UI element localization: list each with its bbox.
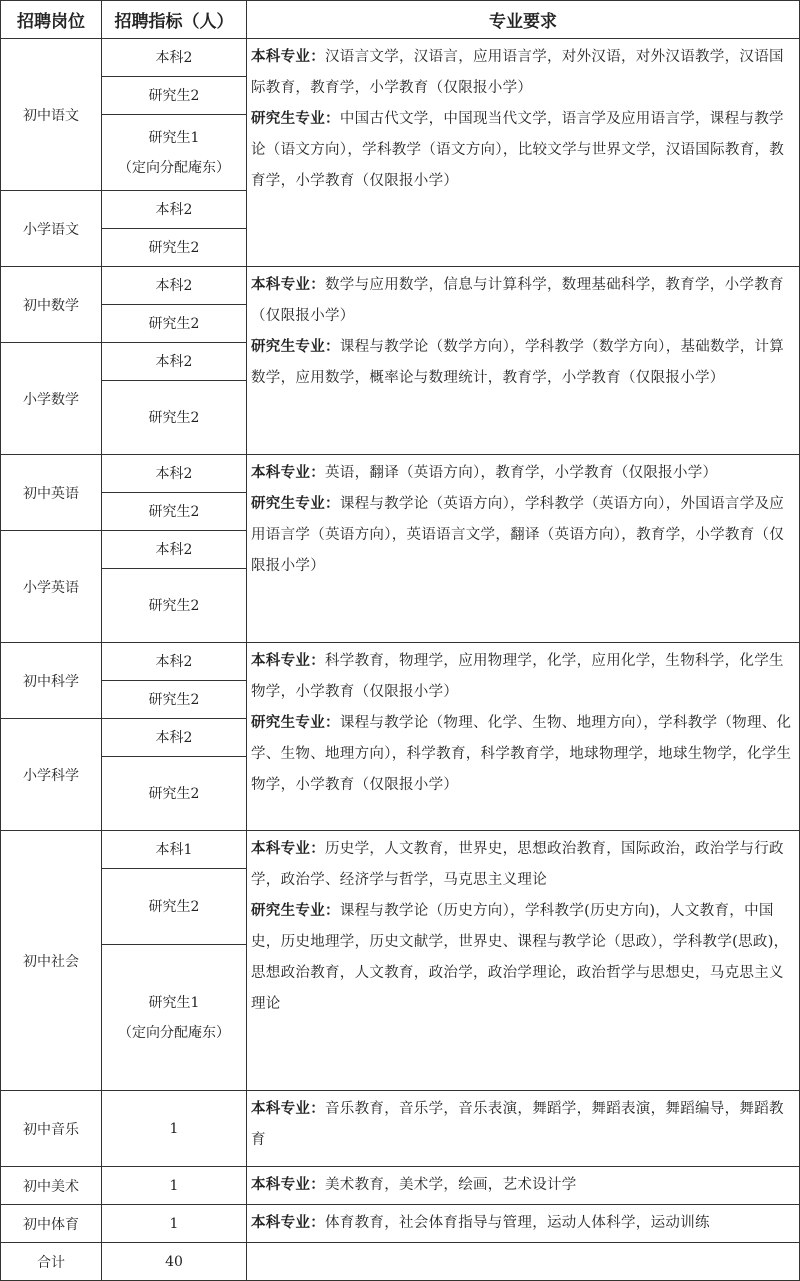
quota-cell: 研究生2 [102, 229, 247, 267]
quota-cell: 研究生2 [102, 757, 247, 831]
label-bk: 本科专业： [251, 465, 325, 481]
requirement-text: 历史学，人文教育，世界史，思想政治教育，国际政治，政治学与行政学，政治学、经济学与哲学，马克思主义理论 [251, 841, 784, 888]
requirement-text: 英语，翻译（英语方向），教育学，小学教育（仅限报小学） [325, 465, 718, 481]
quota-cell: 1 [102, 1091, 247, 1167]
header-position: 招聘岗位 [1, 1, 102, 39]
header-quota: 招聘指标（人） [102, 1, 247, 39]
quota-cell: 本科2 [102, 719, 247, 757]
label-bk: 本科专业： [251, 1177, 325, 1193]
table-row [1, 267, 800, 305]
requirements-cell [247, 267, 800, 455]
requirement-text: 体育教育，社会体育指导与管理，运动人体科学，运动训练 [325, 1215, 710, 1231]
requirements-cell [247, 455, 800, 643]
requirement-text: 科学教育，物理学，应用物理学，化学，应用化学，生物科学，化学生物学，小学教育（仅限报小学） [251, 653, 784, 700]
total-label: 合计 [1, 1243, 102, 1281]
position-cell: 小学科学 [1, 719, 102, 831]
quota-cell: 1 [102, 1167, 247, 1205]
quota-cell: 本科2 [102, 39, 247, 77]
requirement-text: 课程与教学论（历史方向），学科教学(历史方向)，人文教育，中国史，历史地理学，历史文献学，世界史、课程与教学论（思政），学科教学(思政)，思想政治教育，人文教育，政治学，政治学理论，政治哲学与思想史，马克思主义理论 [251, 903, 789, 1012]
label-bk: 本科专业： [251, 841, 325, 857]
label-yjs: 研究生专业： [251, 339, 340, 355]
requirement-yjs [251, 708, 797, 801]
requirement-bk [251, 270, 797, 332]
requirement-text: 美术教育，美术学，绘画，艺术设计学 [325, 1177, 577, 1193]
requirements-cell [247, 1167, 800, 1205]
header-requirements: 专业要求 [247, 1, 800, 39]
position-cell: 初中体育 [1, 1205, 102, 1243]
position-cell: 小学语文 [1, 191, 102, 267]
table-row [1, 1167, 800, 1205]
requirement-bk [251, 834, 797, 896]
label-yjs: 研究生专业： [251, 903, 340, 919]
label-bk: 本科专业： [251, 653, 325, 669]
quota-note: （定向分配庵东） [118, 1024, 230, 1041]
table-row [1, 1205, 800, 1243]
requirement-text: 中国古代文学，中国现当代文学，语言学及应用语言学，课程与教学论（语文方向），学科教学（语文方向），比较文学与世界文学，汉语国际教育，教育学，小学教育（仅限报小学） [251, 111, 785, 189]
table-row [1, 643, 800, 681]
quota-cell [102, 115, 247, 191]
quota-cell: 研究生2 [102, 493, 247, 531]
quota-cell: 研究生2 [102, 869, 247, 945]
position-cell: 初中社会 [1, 831, 102, 1091]
requirement-text: 课程与教学论（数学方向），学科教学（数学方向），基础数学，计算数学，应用数学，概率论与数理统计，教育学，小学教育（仅限报小学） [251, 339, 785, 386]
requirements-cell [247, 1205, 800, 1243]
requirement-bk [251, 42, 797, 104]
requirement-yjs [251, 489, 797, 582]
header-row [1, 1, 800, 39]
requirement-text: 数学与应用数学，信息与计算科学，数理基础科学，教育学，小学教育（仅限报小学） [251, 277, 784, 324]
quota-cell: 研究生2 [102, 681, 247, 719]
label-bk: 本科专业： [251, 49, 325, 65]
requirement-bk [251, 458, 797, 489]
total-row [1, 1243, 800, 1281]
requirement-bk [251, 1094, 797, 1156]
position-cell: 初中音乐 [1, 1091, 102, 1167]
quota-cell: 本科2 [102, 531, 247, 569]
requirements-cell [247, 1091, 800, 1167]
requirement-text: 音乐教育，音乐学，音乐表演，舞蹈学，舞蹈表演，舞蹈编导，舞蹈教育 [251, 1101, 784, 1148]
position-cell: 初中科学 [1, 643, 102, 719]
position-cell: 初中数学 [1, 267, 102, 343]
position-cell: 初中英语 [1, 455, 102, 531]
quota-cell: 研究生2 [102, 305, 247, 343]
quota-line: 研究生1 [148, 994, 200, 1011]
quota-cell: 本科2 [102, 343, 247, 381]
table-row [1, 1091, 800, 1167]
requirements-cell [247, 643, 800, 831]
requirements-cell [247, 831, 800, 1091]
requirement-bk [251, 1208, 797, 1239]
position-cell: 初中语文 [1, 39, 102, 191]
label-yjs: 研究生专业： [251, 496, 340, 512]
table-row [1, 39, 800, 77]
quota-cell: 1 [102, 1205, 247, 1243]
requirement-bk [251, 1170, 797, 1201]
table-row [1, 455, 800, 493]
quota-cell: 本科2 [102, 455, 247, 493]
label-yjs: 研究生专业： [251, 111, 340, 127]
quota-cell: 本科2 [102, 191, 247, 229]
quota-cell: 本科2 [102, 643, 247, 681]
requirement-bk [251, 646, 797, 708]
quota-cell: 本科1 [102, 831, 247, 869]
table-row [1, 831, 800, 869]
requirement-text: 汉语言文学，汉语言，应用语言学，对外汉语，对外汉语教学，汉语国际教育，教育学，小学教育（仅限报小学） [251, 49, 784, 96]
requirement-yjs [251, 896, 797, 1020]
requirement-yjs [251, 104, 797, 197]
quota-cell [102, 945, 247, 1091]
quota-cell: 本科2 [102, 267, 247, 305]
label-bk: 本科专业： [251, 1101, 325, 1117]
quota-line: 研究生1 [148, 129, 200, 146]
requirement-text: 课程与教学论（物理、化学、生物、地理方向），学科教学（物理、化学、生物、地理方向），科学教育，科学教育学，地球物理学，地球生物学，化学生物学，小学教育（仅限报小学） [251, 715, 792, 793]
position-cell: 小学数学 [1, 343, 102, 455]
position-cell: 初中美术 [1, 1167, 102, 1205]
requirement-text: 课程与教学论（英语方向），学科教学（英语方向），外国语言学及应用语言学（英语方向），英语语言文学，翻译（英语方向），教育学，小学教育（仅限报小学） [251, 496, 785, 574]
label-bk: 本科专业： [251, 277, 325, 293]
label-bk: 本科专业： [251, 1215, 325, 1231]
requirement-yjs [251, 332, 797, 394]
quota-cell: 研究生2 [102, 77, 247, 115]
total-value: 40 [102, 1243, 247, 1281]
label-yjs: 研究生专业： [251, 715, 340, 731]
quota-cell: 研究生2 [102, 381, 247, 455]
requirements-cell [247, 39, 800, 267]
quota-cell: 研究生2 [102, 569, 247, 643]
total-empty-cell [247, 1243, 800, 1281]
position-cell: 小学英语 [1, 531, 102, 643]
quota-note: （定向分配庵东） [118, 159, 230, 176]
